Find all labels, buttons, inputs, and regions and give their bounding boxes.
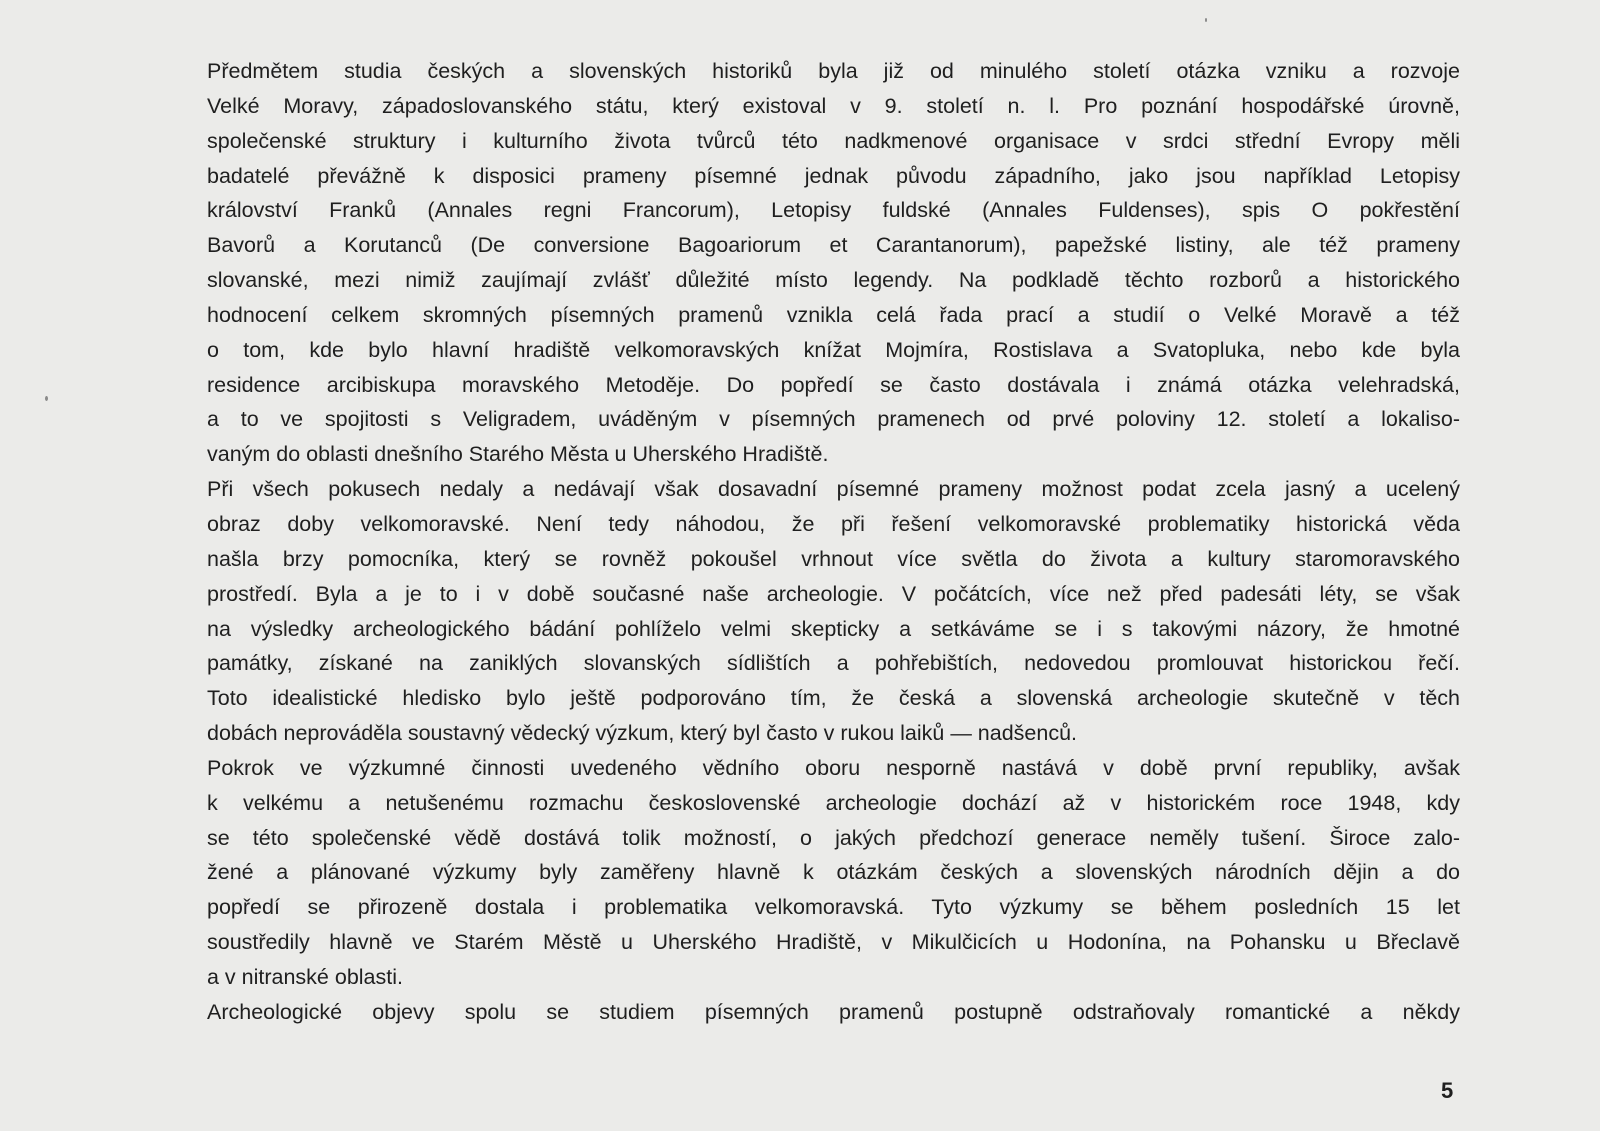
paragraph-4	[207, 995, 1460, 1030]
text-line: Archeologické objevy spolu se studiem písemných pramenů postupně odstraňovaly romantické a někdy	[207, 999, 1460, 1024]
paper-speck	[1205, 18, 1207, 22]
page-number: 5	[1441, 1078, 1454, 1103]
text-line: památky, získané na zaniklých slovanských sídlištích a pohřebištích, nedovedou promlouvat historickou řečí.	[207, 651, 1460, 676]
text-line: badatelé převážně k disposici prameny písemné jednak původu západního, jako jsou například Letopisy	[207, 163, 1460, 188]
text-line: Při všech pokusech nedaly a nedávají však dosavadní písemné prameny možnost podat zcela jasný a ucelený	[207, 477, 1460, 502]
text-line: Pokrok ve výzkumné činnosti uvedeného vědního oboru nesporně nastává v době první republiky, avšak	[207, 755, 1460, 780]
text-line: k velkému a netušenému rozmachu československé archeologie dochází až v historickém roce 1948, kdy	[207, 790, 1460, 815]
text-line: popředí se přirozeně dostala i problematika velkomoravská. Tyto výzkumy se během posledních 15 let	[207, 895, 1460, 920]
text-line: Předmětem studia českých a slovenských historiků byla již od minulého století otázka vzniku a rozvoje	[207, 59, 1460, 83]
text-line: a to ve spojitosti s Veligradem, uváděným v písemných pramenech od prvé poloviny 12. století a lokaliso-	[207, 407, 1460, 432]
text-line: Bavorů a Korutanců (De conversione Bagoariorum et Carantanorum), papežské listiny, ale též prameny	[207, 233, 1460, 258]
text-line: slovanské, mezi nimiž zaujímají zvlášť důležité místo legendy. Na podkladě těchto rozborů a historického	[207, 268, 1460, 293]
text-line: hodnocení celkem skromných písemných pramenů vznikla celá řada prací a studií o Velké Moravě a též	[207, 302, 1460, 327]
text-line: se této společenské vědě dostává tolik možností, o jakých předchozí generace neměly tušení. Široce zalo-	[207, 825, 1460, 850]
paragraph-1	[207, 54, 1460, 472]
text-line: prostředí. Byla a je to i v době současné naše archeologie. V počátcích, více než před padesáti léty, se však	[207, 581, 1460, 606]
text-line: společenské struktury i kulturního života tvůrců této nadkmenové organisace v srdci střední Evropy měli	[207, 128, 1460, 153]
body-text	[207, 54, 1460, 1030]
text-line: residence arcibiskupa moravského Metoděje. Do popředí se často dostávala i známá otázka velehradská,	[207, 372, 1460, 397]
paper-speck	[45, 396, 48, 401]
text-line: dobách neprováděla soustavný vědecký výzkum, který byl často v rukou laiků — nadšenců.	[207, 721, 1078, 746]
text-line: obraz doby velkomoravské. Není tedy náhodou, že při řešení velkomoravské problematiky historická věda	[207, 511, 1460, 536]
text-line: našla brzy pomocníka, který se rovněž pokoušel vrhnout více světla do života a kultury staromoravského	[207, 546, 1460, 571]
text-line: na výsledky archeologického bádání pohlíželo velmi skepticky a setkáváme se i s takovými názory, že hmotné	[207, 616, 1460, 641]
text-line: o tom, kde bylo hlavní hradiště velkomoravských knížat Mojmíra, Rostislava a Svatopluka, nebo kde byla	[207, 337, 1460, 362]
text-line: a v nitranské oblasti.	[207, 964, 403, 989]
text-line: Toto idealistické hledisko bylo ještě podporováno tím, že česká a slovenská archeologie skutečně v těch	[207, 686, 1460, 711]
text-line: soustředily hlavně ve Starém Městě u Uherského Hradiště, v Mikulčicích u Hodonína, na Pohansku u Břeclavě	[207, 930, 1460, 955]
text-line: království Franků (Annales regni Francorum), Letopisy fuldské (Annales Fuldenses), spis O pokřestění	[207, 198, 1460, 223]
text-line: Velké Moravy, západoslovanského státu, který existoval v 9. století n. l. Pro poznání hospodářské úrovně,	[207, 93, 1460, 118]
text-line: vaným do oblasti dnešního Starého Města u Uherského Hradiště.	[207, 442, 829, 467]
paragraph-2	[207, 472, 1460, 751]
text-line: žené a plánované výzkumy byly zaměřeny hlavně k otázkám českých a slovenských národních dějin a do	[207, 860, 1460, 885]
paragraph-3	[207, 751, 1460, 995]
